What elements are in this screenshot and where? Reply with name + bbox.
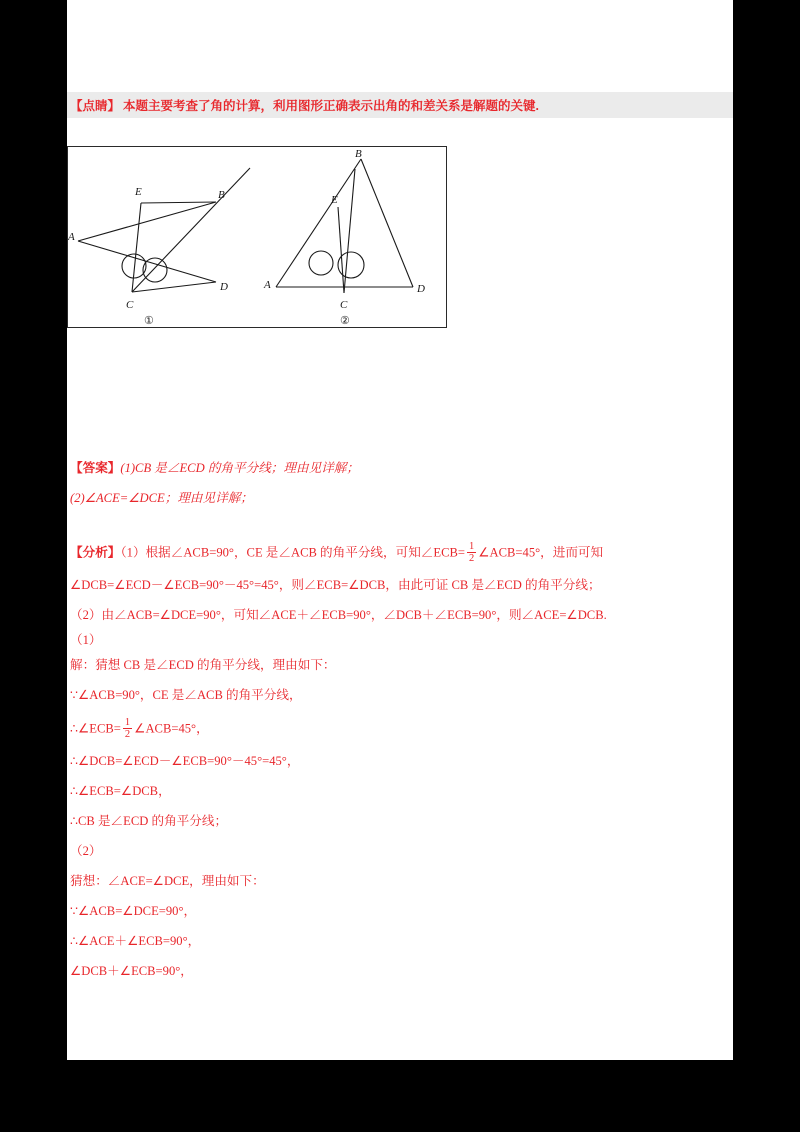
analysis-text-1b: ∠ACB=45°，进而可知 [478,545,604,560]
hint-banner [67,92,733,118]
figure-caption-2: ② [340,315,350,325]
fraction-numerator: 1 [468,541,475,552]
label-B-right: B [355,148,362,160]
label-D-left: D [220,281,228,293]
solution-line-8: ∵∠ACB=∠DCE=90°， [70,904,197,919]
label-D-right: D [417,283,425,295]
answer-section [67,460,733,993]
figure-caption-1: ① [144,315,154,325]
hint-text: 本题主要考查了角的计算，利用图形正确表示出角的和差关系是解题的关键. [123,99,539,113]
analysis-text-1a: （1）根据∠ACB=90°，CE 是∠ACB 的角平分线，可知∠ECB= [120,545,465,560]
solution-line-3 [67,717,733,740]
label-E-left: E [135,186,142,198]
solution-part2-head: （2） [70,844,102,859]
answer-line-1 [67,460,733,477]
solution-line-10: ∠DCB＋∠ECB=90°， [70,964,193,979]
analysis-line-2: ∠DCB=∠ECD－∠ECB=90°－45°=45°，则∠ECB=∠DCB，由此可证 CB 是∠ECD 的角平分线； [70,578,601,593]
spacer-1 [67,520,733,541]
answer-text-2: (2)∠ACE=∠DCE；理由见详解； [70,491,253,505]
analysis-label: 【分析】 [70,545,121,560]
solution-line-4: ∴∠DCB=∠ECD－∠ECB=90°－45°=45°， [70,754,300,769]
solution-line-7: 猜想：∠ACE=∠DCE，理由如下： [70,874,265,889]
solution-part1-head: （1） [70,633,102,648]
fraction-denominator: 2 [124,729,131,741]
solution-line-6: ∴CB 是∠ECD 的角平分线； [70,814,228,829]
fraction-one-half-a [467,541,476,564]
solution-line-1: 解：猜想 CB 是∠ECD 的角平分线，理由如下： [70,658,336,673]
solution-line-9: ∴∠ACE＋∠ECB=90°， [70,934,201,949]
analysis-line-1 [67,541,733,564]
label-C-left: C [126,299,134,311]
label-E-right: E [331,194,338,206]
solution-text-3b: ∠ACB=45°， [134,721,209,736]
hint-label: 【点睛】 [70,99,121,113]
geometry-figure-svg [68,147,444,325]
fraction-one-half-b [123,717,132,740]
label-B-left: B [218,189,225,201]
solution-line-2: ∵∠ACB=90°，CE 是∠ACB 的角平分线， [70,688,302,703]
label-A-right: A [264,279,271,291]
fraction-denominator: 2 [468,553,475,565]
document-page [67,0,733,1060]
answer-text-1: (1)CB 是∠ECD 的角平分线；理由见详解； [120,461,359,475]
solution-line-5: ∴∠ECB=∠DCB， [70,784,171,799]
solution-text-3a: ∴∠ECB= [70,721,121,736]
answer-label: 【答案】 [70,461,121,475]
label-C-right: C [340,299,348,311]
fraction-numerator: 1 [124,717,131,729]
answer-line-2 [67,490,733,507]
geometry-figure [67,146,447,328]
label-A-left: A [68,231,75,243]
analysis-line-3: （2）由∠ACB=∠DCE=90°，可知∠ACE＋∠ECB=90°，∠DCB＋∠ECB=90°，则∠ACE=∠DCB. [70,608,607,623]
